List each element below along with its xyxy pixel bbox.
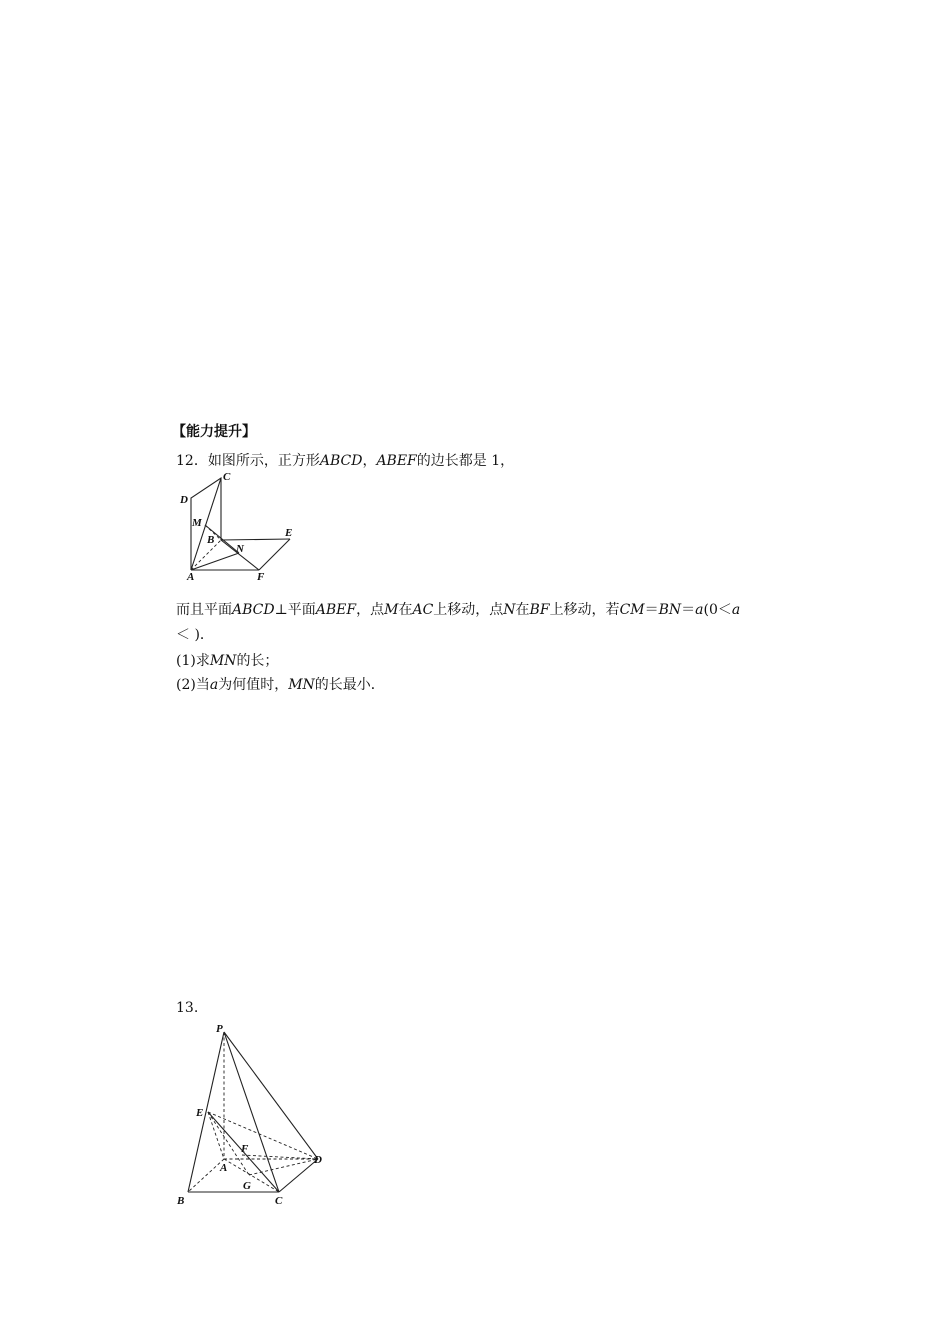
statement-text: 的边长都是 1， [416,453,515,469]
statement-text: (1)求 [176,653,210,669]
edge-pd [224,1032,318,1159]
label-d: D [314,1154,322,1166]
variable-a: a [695,602,704,618]
label-b: B [207,534,215,546]
segment-name: AC [412,602,434,618]
figure-13 [172,1018,332,1212]
separator: ， [362,453,377,469]
statement-text: (0＜ [703,602,732,618]
segment-name: BN [658,602,682,618]
edge-pb [188,1032,224,1192]
statement-text: 上移动，若 [549,602,620,618]
segment-ac-dashed [224,1159,279,1192]
segment-gd-dashed [249,1159,318,1175]
section-heading: 【能力提升】 [172,424,256,440]
label-a: A [220,1162,228,1174]
edge-pc [224,1032,279,1192]
figure-12 [174,470,304,582]
label-p: P [216,1023,223,1035]
square-name: ABCD [319,453,363,469]
edge-fe [259,539,290,570]
segment-name: CM [619,602,645,618]
statement-text: ⊥平面 [274,602,316,618]
statement-text: 而且平面 [176,602,232,618]
variable-a: a [731,602,741,618]
statement-text: 为何值时， [218,677,289,693]
question-1 [176,651,278,671]
label-m: M [192,517,202,529]
statement-text: 上移动，点 [433,602,504,618]
segment-fd-dashed [242,1155,318,1159]
variable-a: a [209,677,219,693]
label-f: F [257,571,265,582]
plane-name: ABEF [315,602,357,618]
label-a: A [187,571,195,582]
statement-text: ＝ [681,602,696,618]
statement-text: 的长； [236,653,279,669]
statement-text: 在 [515,602,530,618]
label-f: F [241,1143,249,1155]
edge-be [221,539,290,540]
point-name: N [503,602,516,618]
statement-text: ，点 [356,602,385,618]
statement-text: (2)当 [176,677,210,693]
statement-text: 的长最小． [314,677,385,693]
segment-ed-dashed [208,1112,318,1159]
problem-12-range-close: ＜ )． [176,627,214,643]
problem-12-condition [176,600,740,620]
edge-ab-dashed [188,1159,224,1192]
label-b: B [177,1195,185,1207]
segment-name: MN [209,653,237,669]
problem-12-statement [176,451,514,471]
label-c: C [223,471,231,483]
statement-text: 在 [398,602,413,618]
square-name: ABEF [376,453,417,469]
segment-name: BF [529,602,550,618]
statement-text: 如图所示，正方形 [207,453,320,469]
problem-number: 12． [176,453,208,469]
question-2 [176,675,385,695]
problem-13-number: 13. [176,1000,199,1016]
plane-name: ABCD [232,602,275,618]
segment-an [191,553,239,570]
segment-name: MN [288,677,315,693]
label-g: G [243,1180,251,1192]
label-d: D [180,494,188,506]
label-n: N [236,543,244,555]
statement-text: ＝ [644,602,659,618]
label-e: E [196,1107,204,1119]
label-e: E [285,527,293,539]
label-c: C [275,1195,283,1207]
point-name: M [384,602,399,618]
segment-ea-dashed [208,1112,224,1159]
